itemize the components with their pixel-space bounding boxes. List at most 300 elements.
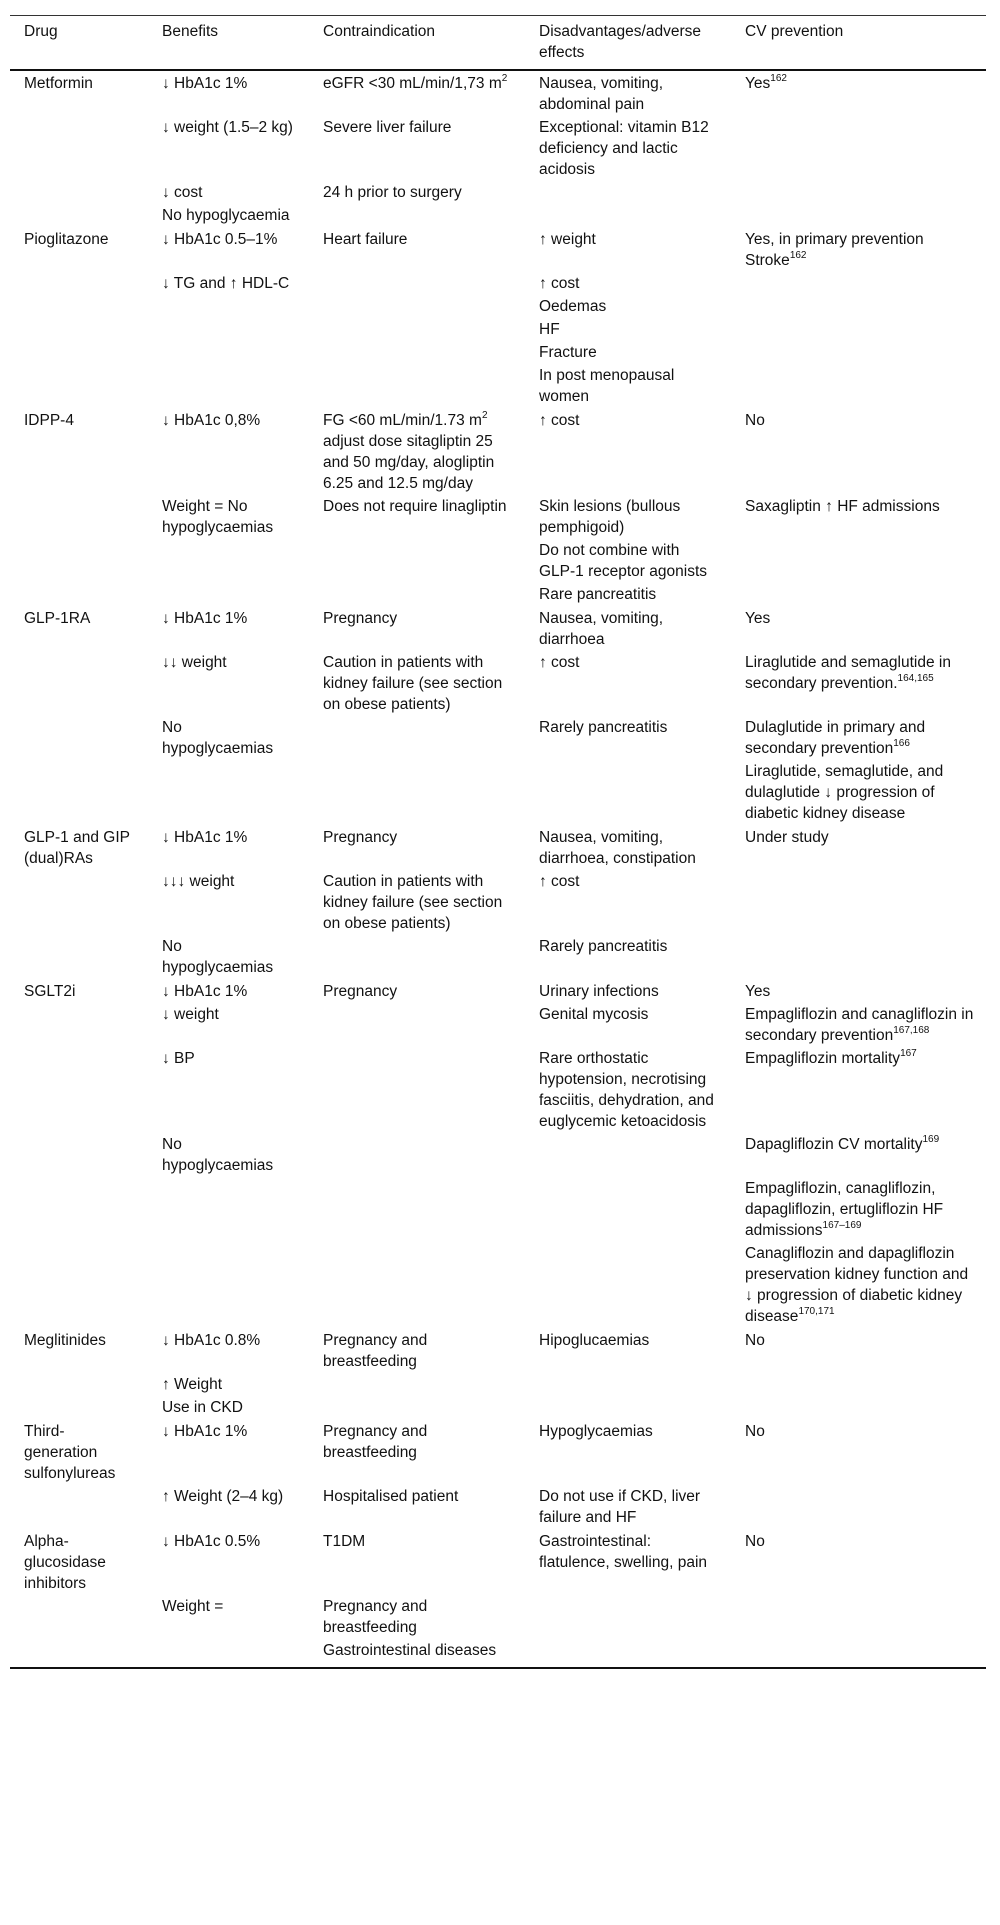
cell-text: Canagliflozin and dapagliflozin preservation kidney function and ↓ progression of diabetic kidney disease xyxy=(745,1245,969,1325)
cell-disadvantages xyxy=(525,870,731,935)
cell-contraindication xyxy=(309,979,525,1003)
cell-disadvantages xyxy=(525,116,731,181)
cell-cv-prevention xyxy=(731,1242,986,1328)
table-row xyxy=(10,116,986,181)
cell-contraindication xyxy=(309,825,525,870)
cell-benefits xyxy=(148,341,309,364)
cell-text: Pioglitazone xyxy=(24,231,109,248)
cell-benefits xyxy=(148,70,309,116)
cell-text: Nausea, vomiting, diarrhoea, constipation xyxy=(539,829,696,867)
cell-drug xyxy=(10,1639,148,1668)
cell-text: ↓ HbA1c 0,8% xyxy=(162,412,261,429)
header-benefits: Benefits xyxy=(148,16,309,71)
table-row xyxy=(10,364,986,408)
cell-text: ↑ cost xyxy=(539,654,580,671)
reference-superscript: 2 xyxy=(501,73,508,84)
cell-text: Genital mycosis xyxy=(539,1006,649,1023)
cell-drug xyxy=(10,539,148,583)
cell-benefits xyxy=(148,1485,309,1529)
cell-text: Under study xyxy=(745,829,829,846)
cell-benefits xyxy=(148,227,309,272)
table-row xyxy=(10,979,986,1003)
cell-cv-prevention xyxy=(731,272,986,295)
cell-contraindication xyxy=(309,1419,525,1485)
cell-text: ↑ Weight (2–4 kg) xyxy=(162,1488,284,1505)
table-row xyxy=(10,181,986,204)
table-row xyxy=(10,583,986,606)
cell-benefits xyxy=(148,1529,309,1595)
cell-drug xyxy=(10,272,148,295)
cell-text: Use in CKD xyxy=(162,1399,243,1416)
cell-benefits xyxy=(148,1047,309,1133)
table-row xyxy=(10,341,986,364)
cell-text: Rarely pancreatitis xyxy=(539,719,668,736)
cell-contraindication xyxy=(309,1242,525,1328)
cell-benefits xyxy=(148,181,309,204)
cell-contraindication xyxy=(309,1639,525,1668)
cell-text: Skin lesions (bullous pemphigoid) xyxy=(539,498,681,536)
table-row xyxy=(10,1373,986,1396)
cell-text: Pregnancy and breastfeeding xyxy=(323,1598,428,1636)
cell-text: Yes xyxy=(745,610,771,627)
cell-benefits xyxy=(148,583,309,606)
cell-cv-prevention xyxy=(731,1396,986,1419)
cell-disadvantages xyxy=(525,651,731,716)
cell-benefits xyxy=(148,870,309,935)
cell-contraindication xyxy=(309,1595,525,1639)
cell-disadvantages xyxy=(525,1047,731,1133)
cell-cv-prevention xyxy=(731,70,986,116)
reference-superscript: 162 xyxy=(789,250,807,261)
cell-text: Third-generation sulfonylureas xyxy=(24,1423,116,1482)
cell-text: FG <60 mL/min/1.73 m xyxy=(323,412,482,429)
drug-comparison-table xyxy=(10,15,986,1669)
cell-text: HF xyxy=(539,321,560,338)
cell-disadvantages xyxy=(525,318,731,341)
cell-text: No xyxy=(745,1332,765,1349)
cell-text: Rare pancreatitis xyxy=(539,586,657,603)
cell-contraindication xyxy=(309,870,525,935)
cell-disadvantages xyxy=(525,1133,731,1177)
cell-benefits xyxy=(148,318,309,341)
cell-text: Rarely pancreatitis xyxy=(539,938,668,955)
cell-text: ↓ HbA1c 1% xyxy=(162,829,248,846)
cell-contraindication xyxy=(309,1529,525,1595)
cell-text: Caution in patients with kidney failure (see section on obese patients) xyxy=(323,654,503,713)
cell-contraindication xyxy=(309,272,525,295)
cell-cv-prevention xyxy=(731,1328,986,1373)
cell-drug xyxy=(10,295,148,318)
table-row xyxy=(10,1328,986,1373)
cell-drug xyxy=(10,1396,148,1419)
cell-benefits xyxy=(148,1003,309,1047)
table-row xyxy=(10,1242,986,1328)
cell-benefits xyxy=(148,1396,309,1419)
cell-text: ↓↓ weight xyxy=(162,654,227,671)
cell-drug xyxy=(10,935,148,979)
cell-disadvantages xyxy=(525,181,731,204)
header-row xyxy=(10,16,986,71)
cell-text: Does not require linagliptin xyxy=(323,498,507,515)
cell-cv-prevention xyxy=(731,295,986,318)
cell-drug xyxy=(10,341,148,364)
cell-text: Alpha-glucosidase inhibitors xyxy=(24,1533,106,1592)
cell-text: No hypoglycaemia xyxy=(162,207,290,224)
cell-text: Nausea, vomiting, abdominal pain xyxy=(539,75,664,113)
cell-disadvantages xyxy=(525,295,731,318)
table-row xyxy=(10,716,986,760)
cell-text: Yes xyxy=(745,983,771,1000)
cell-text: GLP-1RA xyxy=(24,610,91,627)
cell-drug xyxy=(10,825,148,870)
cell-cv-prevention xyxy=(731,1419,986,1485)
cell-disadvantages xyxy=(525,1396,731,1419)
cell-disadvantages xyxy=(525,1419,731,1485)
cell-drug xyxy=(10,364,148,408)
cell-contraindication xyxy=(309,716,525,760)
table-row xyxy=(10,408,986,495)
cell-cv-prevention xyxy=(731,825,986,870)
cell-text: Dulaglutide in primary and secondary prevention xyxy=(745,719,926,757)
cell-benefits xyxy=(148,1133,309,1177)
cell-text: ↓ TG and ↑ HDL-C xyxy=(162,275,290,292)
cell-contraindication xyxy=(309,364,525,408)
cell-benefits xyxy=(148,1373,309,1396)
cell-cv-prevention xyxy=(731,539,986,583)
cell-text: Yes, in primary prevention Stroke xyxy=(745,231,924,269)
cell-benefits xyxy=(148,1419,309,1485)
cell-contraindication xyxy=(309,341,525,364)
cell-text: ↑ weight xyxy=(539,231,596,248)
cell-text: GLP-1 and GIP (dual)RAs xyxy=(24,829,130,867)
cell-text: Oedemas xyxy=(539,298,607,315)
cell-benefits xyxy=(148,295,309,318)
cell-disadvantages xyxy=(525,606,731,651)
cell-text: No xyxy=(745,1423,765,1440)
cell-text: Pregnancy xyxy=(323,829,398,846)
cell-contraindication xyxy=(309,1177,525,1242)
cell-disadvantages xyxy=(525,1485,731,1529)
table-row xyxy=(10,318,986,341)
cell-contraindication xyxy=(309,1328,525,1373)
cell-drug xyxy=(10,204,148,227)
cell-disadvantages xyxy=(525,204,731,227)
cell-cv-prevention xyxy=(731,870,986,935)
cell-drug xyxy=(10,1328,148,1373)
cell-cv-prevention xyxy=(731,1485,986,1529)
cell-drug xyxy=(10,1003,148,1047)
cell-contraindication xyxy=(309,760,525,825)
cell-cv-prevention xyxy=(731,364,986,408)
cell-text: No hypoglycaemias xyxy=(162,719,274,757)
table-row xyxy=(10,295,986,318)
cell-text: Fracture xyxy=(539,344,597,361)
header-cv-prevention: CV prevention xyxy=(731,16,986,71)
cell-drug xyxy=(10,870,148,935)
cell-disadvantages xyxy=(525,272,731,295)
cell-disadvantages xyxy=(525,760,731,825)
reference-superscript: 167 xyxy=(900,1048,917,1059)
reference-superscript: 2 xyxy=(481,410,488,421)
cell-drug xyxy=(10,1242,148,1328)
cell-drug xyxy=(10,1419,148,1485)
table-row xyxy=(10,1419,986,1485)
cell-contraindication xyxy=(309,1003,525,1047)
cell-benefits xyxy=(148,364,309,408)
table-body xyxy=(10,70,986,1668)
cell-cv-prevention xyxy=(731,1529,986,1595)
cell-disadvantages xyxy=(525,935,731,979)
cell-disadvantages xyxy=(525,1595,731,1639)
cell-drug xyxy=(10,495,148,539)
cell-drug xyxy=(10,1595,148,1639)
cell-contraindication xyxy=(309,495,525,539)
cell-text: IDPP-4 xyxy=(24,412,74,429)
cell-drug xyxy=(10,651,148,716)
cell-text: Liraglutide and semaglutide in secondary prevention. xyxy=(745,654,951,692)
reference-superscript: 164,165 xyxy=(897,673,934,684)
cell-contraindication xyxy=(309,70,525,116)
cell-disadvantages xyxy=(525,1639,731,1668)
cell-drug xyxy=(10,716,148,760)
cell-contraindication xyxy=(309,583,525,606)
cell-text: Gastrointestinal: flatulence, swelling, pain xyxy=(539,1533,708,1571)
table-row xyxy=(10,495,986,539)
table-row xyxy=(10,825,986,870)
cell-contraindication xyxy=(309,204,525,227)
cell-contraindication xyxy=(309,1047,525,1133)
cell-drug xyxy=(10,227,148,272)
cell-text: ↓ HbA1c 0.5% xyxy=(162,1533,261,1550)
cell-cv-prevention xyxy=(731,227,986,272)
cell-text: Metformin xyxy=(24,75,93,92)
cell-cv-prevention xyxy=(731,760,986,825)
cell-drug xyxy=(10,1177,148,1242)
table-row xyxy=(10,1529,986,1595)
cell-benefits xyxy=(148,1328,309,1373)
cell-benefits xyxy=(148,272,309,295)
cell-text: Pregnancy and breastfeeding xyxy=(323,1423,428,1461)
cell-drug xyxy=(10,1047,148,1133)
cell-drug xyxy=(10,70,148,116)
cell-text: Hospitalised patient xyxy=(323,1488,459,1505)
table-row xyxy=(10,1003,986,1047)
cell-text: In post menopausal women xyxy=(539,367,675,405)
cell-disadvantages xyxy=(525,1328,731,1373)
cell-cv-prevention xyxy=(731,1133,986,1177)
cell-cv-prevention xyxy=(731,1177,986,1242)
reference-superscript: 167,168 xyxy=(893,1025,930,1036)
cell-disadvantages xyxy=(525,979,731,1003)
cell-text: Rare orthostatic hypotension, necrotising fasciitis, dehydration, and euglycemic ketoacidosis xyxy=(539,1050,714,1130)
cell-text: Empagliflozin mortality xyxy=(745,1050,901,1067)
cell-disadvantages xyxy=(525,1242,731,1328)
cell-text: ↑ cost xyxy=(539,275,580,292)
cell-text: eGFR <30 mL/min/1,73 m xyxy=(323,75,502,92)
cell-benefits xyxy=(148,1177,309,1242)
reference-superscript: 166 xyxy=(893,738,910,749)
table-row xyxy=(10,1485,986,1529)
cell-disadvantages xyxy=(525,1177,731,1242)
cell-disadvantages xyxy=(525,364,731,408)
cell-drug xyxy=(10,583,148,606)
cell-text: Saxagliptin ↑ HF admissions xyxy=(745,498,940,515)
cell-text: Caution in patients with kidney failure (see section on obese patients) xyxy=(323,873,503,932)
cell-drug xyxy=(10,1133,148,1177)
cell-text: Pregnancy xyxy=(323,610,398,627)
cell-text: Nausea, vomiting, diarrhoea xyxy=(539,610,664,648)
header-contraindication: Contraindication xyxy=(309,16,525,71)
cell-benefits xyxy=(148,408,309,495)
cell-text: No xyxy=(745,412,765,429)
reference-superscript: 170,171 xyxy=(798,1306,835,1317)
cell-text: ↓ weight xyxy=(162,1006,219,1023)
cell-text: Weight = No hypoglycaemias xyxy=(162,498,274,536)
table-row xyxy=(10,935,986,979)
cell-text: Empagliflozin and canagliflozin in secondary prevention xyxy=(745,1006,974,1044)
cell-text: Urinary infections xyxy=(539,983,659,1000)
cell-contraindication xyxy=(309,606,525,651)
reference-superscript: 169 xyxy=(922,1134,940,1145)
table-row xyxy=(10,227,986,272)
cell-text: Liraglutide, semaglutide, and dulaglutide ↓ progression of diabetic kidney disease xyxy=(745,763,944,822)
table-row xyxy=(10,1133,986,1177)
cell-disadvantages xyxy=(525,1529,731,1595)
table-header xyxy=(10,16,986,71)
cell-benefits xyxy=(148,606,309,651)
table-row xyxy=(10,204,986,227)
cell-drug xyxy=(10,1373,148,1396)
cell-benefits xyxy=(148,1639,309,1668)
cell-text: SGLT2i xyxy=(24,983,76,1000)
cell-text: ↓ HbA1c 1% xyxy=(162,610,248,627)
cell-cv-prevention xyxy=(731,583,986,606)
cell-disadvantages xyxy=(525,825,731,870)
header-drug: Drug xyxy=(10,16,148,71)
cell-contraindication xyxy=(309,1133,525,1177)
cell-disadvantages xyxy=(525,70,731,116)
table-row xyxy=(10,651,986,716)
cell-contraindication xyxy=(309,318,525,341)
cell-text: ↓ weight (1.5–2 kg) xyxy=(162,119,293,136)
cell-drug xyxy=(10,181,148,204)
cell-text: ↓ HbA1c 1% xyxy=(162,75,248,92)
table-row xyxy=(10,870,986,935)
cell-benefits xyxy=(148,539,309,583)
cell-text: No hypoglycaemias xyxy=(162,938,274,976)
cell-contraindication xyxy=(309,408,525,495)
table-row xyxy=(10,272,986,295)
cell-disadvantages xyxy=(525,539,731,583)
cell-text-continued: adjust dose sitagliptin 25 and 50 mg/day, alogliptin 6.25 and 12.5 mg/day xyxy=(323,433,495,492)
reference-superscript: 167–169 xyxy=(822,1220,862,1231)
cell-drug xyxy=(10,116,148,181)
cell-drug xyxy=(10,1485,148,1529)
cell-text: Hipoglucaemias xyxy=(539,1332,650,1349)
table-row xyxy=(10,606,986,651)
cell-disadvantages xyxy=(525,495,731,539)
cell-text: Yes xyxy=(745,75,771,92)
reference-superscript: 162 xyxy=(770,73,787,84)
cell-text: Meglitinides xyxy=(24,1332,106,1349)
table-row xyxy=(10,70,986,116)
cell-cv-prevention xyxy=(731,1003,986,1047)
table-row xyxy=(10,760,986,825)
cell-cv-prevention xyxy=(731,341,986,364)
cell-benefits xyxy=(148,651,309,716)
cell-text: Empagliflozin, canagliflozin, dapagliflozin, ertugliflozin HF admissions xyxy=(745,1180,944,1239)
cell-text: T1DM xyxy=(323,1533,366,1550)
table-row xyxy=(10,1047,986,1133)
cell-text: ↓ HbA1c 1% xyxy=(162,983,248,1000)
cell-text: Pregnancy xyxy=(323,983,398,1000)
cell-disadvantages xyxy=(525,716,731,760)
cell-text: Weight = xyxy=(162,1598,224,1615)
cell-contraindication xyxy=(309,1373,525,1396)
cell-cv-prevention xyxy=(731,204,986,227)
cell-drug xyxy=(10,979,148,1003)
cell-benefits xyxy=(148,760,309,825)
cell-disadvantages xyxy=(525,583,731,606)
cell-contraindication xyxy=(309,935,525,979)
cell-text: ↑ Weight xyxy=(162,1376,223,1393)
cell-cv-prevention xyxy=(731,979,986,1003)
cell-cv-prevention xyxy=(731,1373,986,1396)
cell-text: ↓ BP xyxy=(162,1050,195,1067)
cell-cv-prevention xyxy=(731,651,986,716)
cell-disadvantages xyxy=(525,341,731,364)
cell-drug xyxy=(10,760,148,825)
cell-cv-prevention xyxy=(731,318,986,341)
cell-benefits xyxy=(148,825,309,870)
cell-benefits xyxy=(148,979,309,1003)
cell-text: Gastrointestinal diseases xyxy=(323,1642,497,1659)
cell-benefits xyxy=(148,1595,309,1639)
cell-text: ↑ cost xyxy=(539,873,580,890)
cell-text: ↓ cost xyxy=(162,184,203,201)
cell-drug xyxy=(10,606,148,651)
cell-text: Severe liver failure xyxy=(323,119,452,136)
cell-contraindication xyxy=(309,1396,525,1419)
cell-drug xyxy=(10,318,148,341)
cell-contraindication xyxy=(309,651,525,716)
table-row xyxy=(10,1639,986,1668)
cell-disadvantages xyxy=(525,1003,731,1047)
cell-text: ↓↓↓ weight xyxy=(162,873,235,890)
cell-text: Do not use if CKD, liver failure and HF xyxy=(539,1488,701,1526)
cell-benefits xyxy=(148,1242,309,1328)
cell-cv-prevention xyxy=(731,408,986,495)
cell-text: ↓ HbA1c 0.5–1% xyxy=(162,231,278,248)
cell-benefits xyxy=(148,716,309,760)
cell-benefits xyxy=(148,935,309,979)
cell-benefits xyxy=(148,495,309,539)
cell-cv-prevention xyxy=(731,181,986,204)
cell-text: Hypoglycaemias xyxy=(539,1423,653,1440)
cell-cv-prevention xyxy=(731,116,986,181)
cell-cv-prevention xyxy=(731,1639,986,1668)
cell-drug xyxy=(10,1529,148,1595)
cell-contraindication xyxy=(309,539,525,583)
cell-text: 24 h prior to surgery xyxy=(323,184,462,201)
table-row xyxy=(10,1177,986,1242)
cell-cv-prevention xyxy=(731,1595,986,1639)
cell-text: ↓ HbA1c 0.8% xyxy=(162,1332,261,1349)
cell-cv-prevention xyxy=(731,935,986,979)
table-row xyxy=(10,1396,986,1419)
cell-disadvantages xyxy=(525,408,731,495)
cell-text: Dapagliflozin CV mortality xyxy=(745,1136,923,1153)
